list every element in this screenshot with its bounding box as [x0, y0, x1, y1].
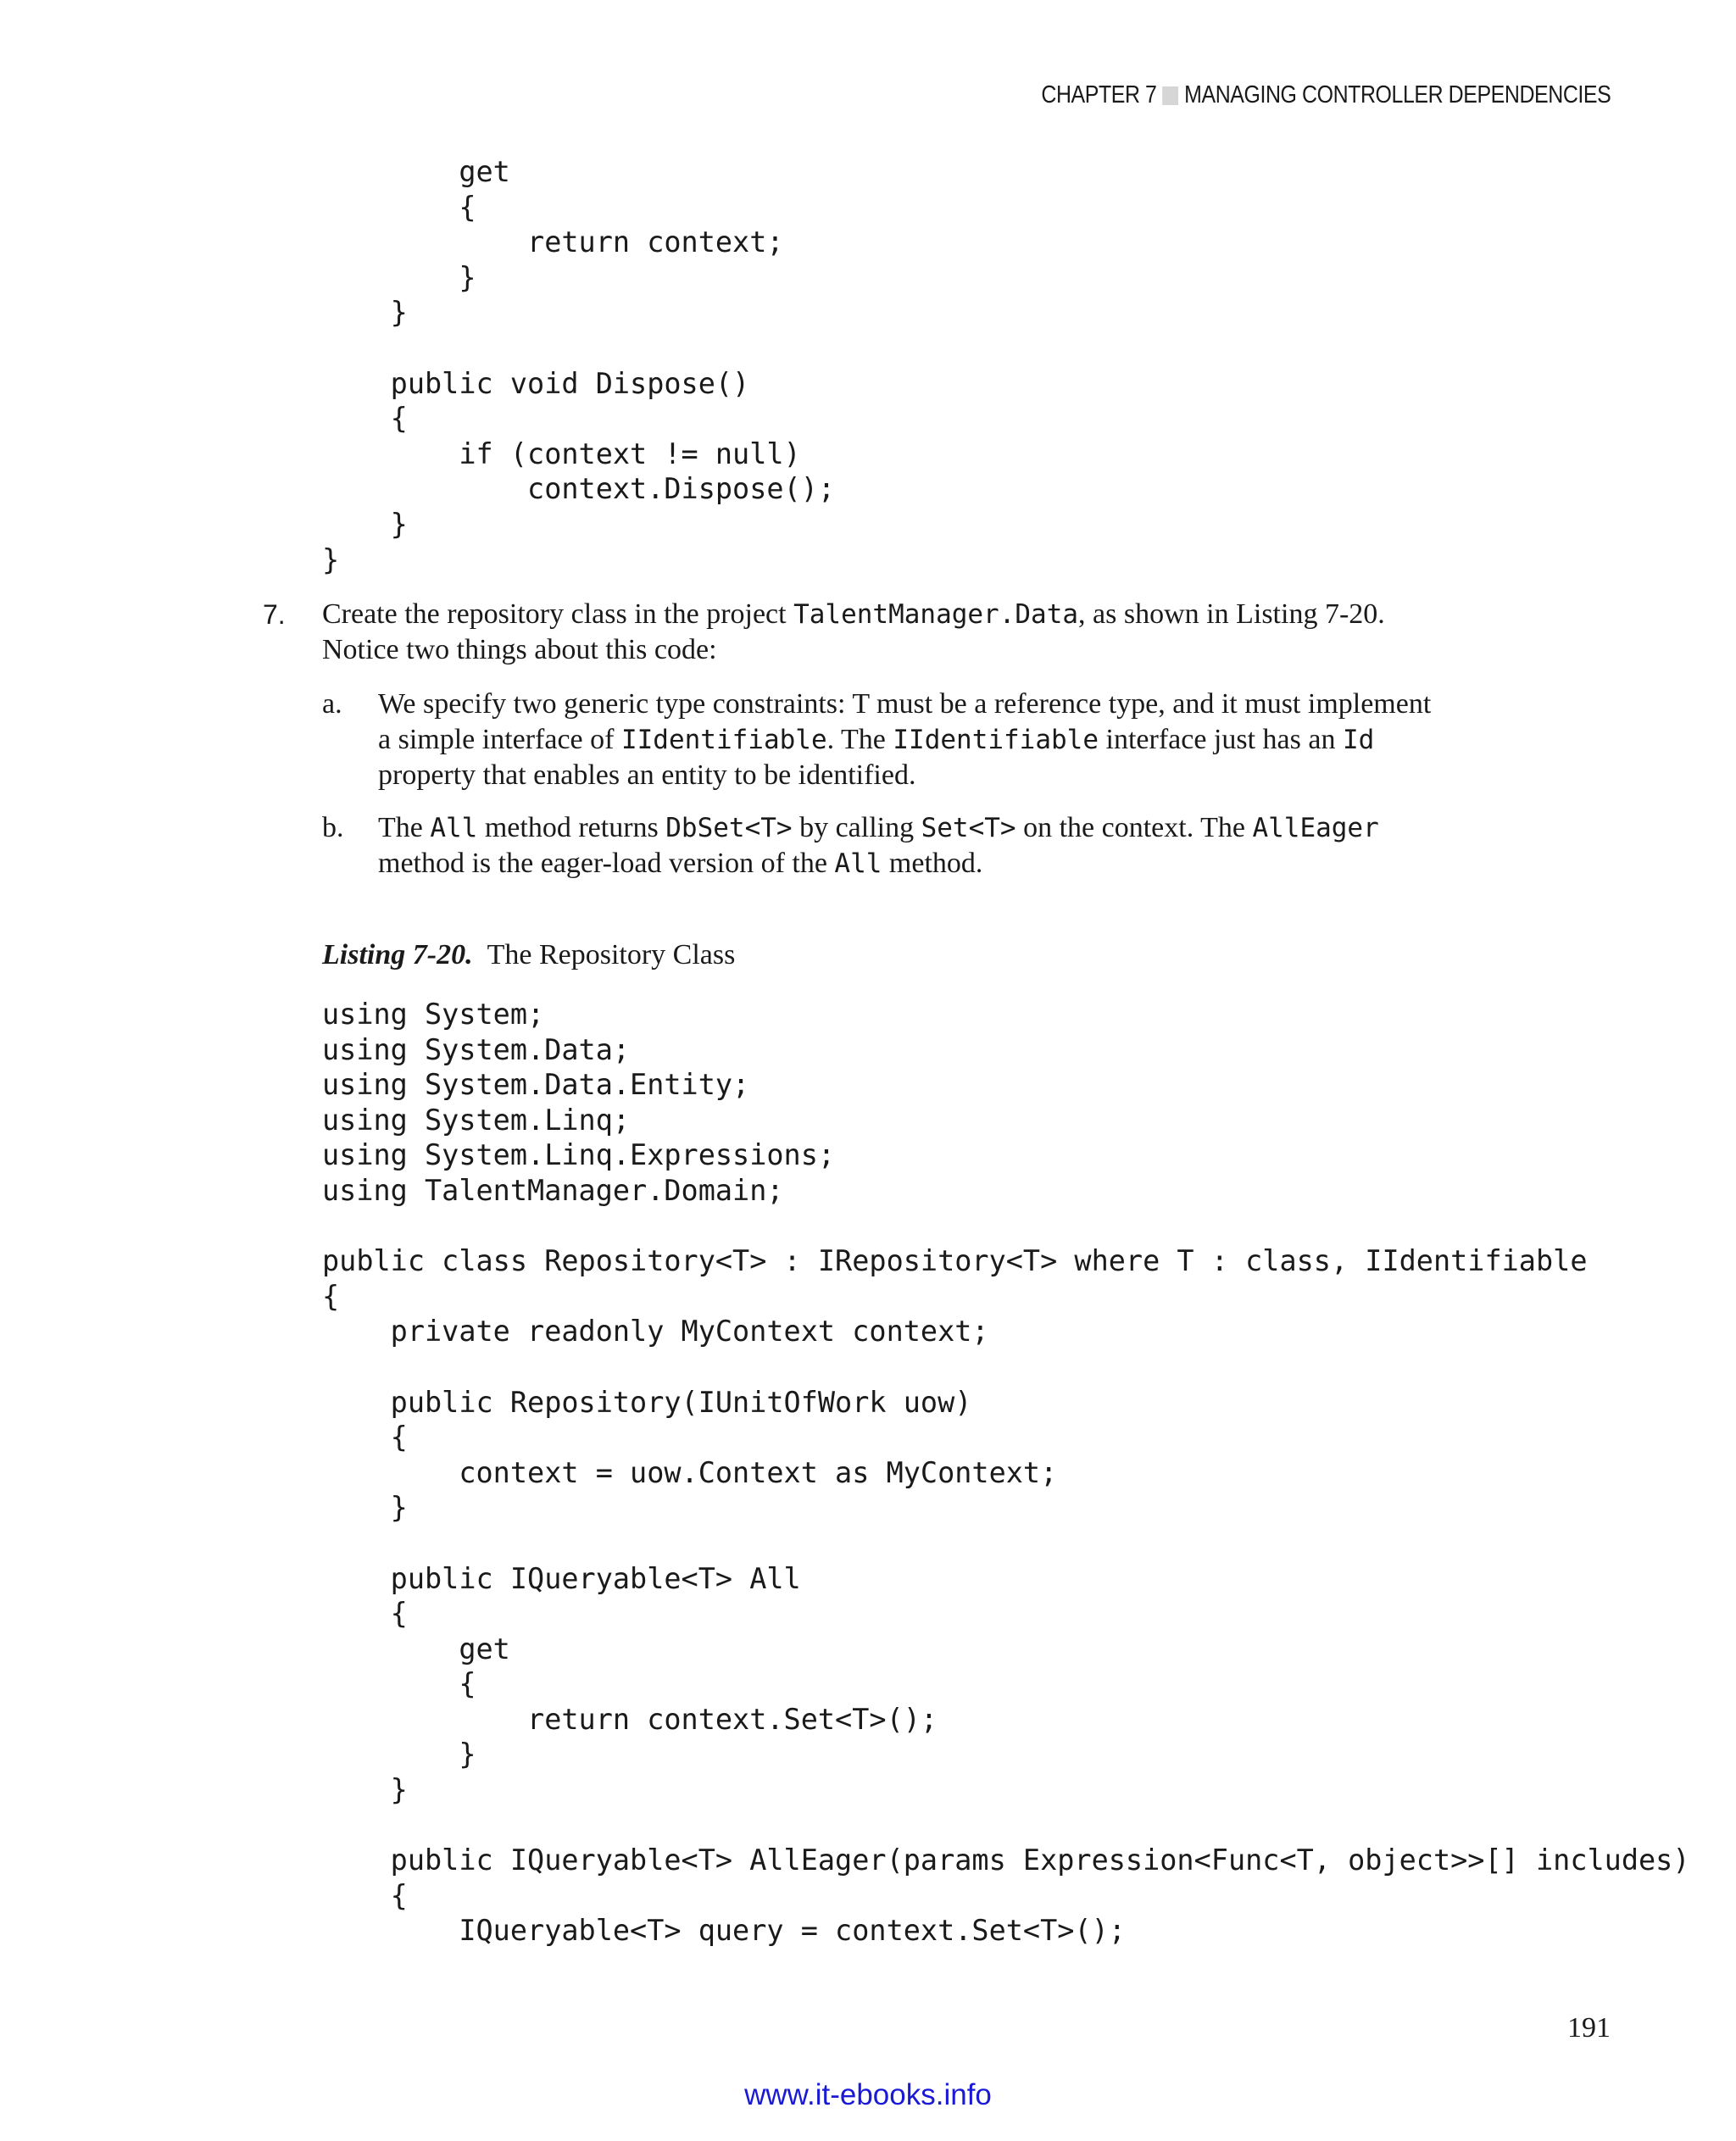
listing-label: Listing 7-20. [322, 939, 473, 970]
sub-item-text: The All method returns DbSet<T> by calling Set<T> on the context. The AllEager method is the eager-load version of the All method. [378, 812, 1379, 879]
running-header [1041, 81, 1611, 109]
footer-website-link[interactable]: www.it-ebooks.info [744, 2078, 992, 2111]
chapter-title: MANAGING CONTROLLER DEPENDENCIES [1183, 81, 1611, 108]
chapter-label: CHAPTER 7 [1041, 81, 1157, 108]
listing-caption [322, 937, 735, 973]
code-listing-7-20: using System; using System.Data; using System.Data.Entity; using System.Linq; using System.Linq.Expressions; using TalentManager.Domain; public class Repository<T> : IRepository<T> where T : class, IIdentifiable { private readonly MyContext context; public Repository(IUnitOfWork uow) { context = uow.Context as MyContext; } public IQueryable<T> All { get { return context.Set<T>(); } } public IQueryable<T> AllEager(params Expression<Func<T, object>>[] includes) { IQueryable<T> query = context.Set<T>(); [322, 998, 1690, 1948]
code-block-top: get { return context; } } public void Dispose() { if (context != null) context.Dispose(); } } [322, 155, 836, 576]
sub-item-text: We specify two generic type constraints: T must be a reference type, and it must implement a simple interface of IIdentifiable. The IIdentifiable interface just has an Id property that enables an entity to be identified. [378, 688, 1432, 791]
step-text: Create the repository class in the project TalentManager.Data, as shown in Listing 7-20. Notice two things about this code: [322, 598, 1385, 665]
listing-title: The Repository Class [487, 939, 736, 970]
sub-item-letter: a. [322, 688, 342, 720]
sub-item-letter: b. [322, 812, 344, 843]
page-number: 191 [1567, 2012, 1611, 2044]
header-separator-square [1162, 86, 1178, 105]
step-number: 7. [263, 599, 286, 630]
